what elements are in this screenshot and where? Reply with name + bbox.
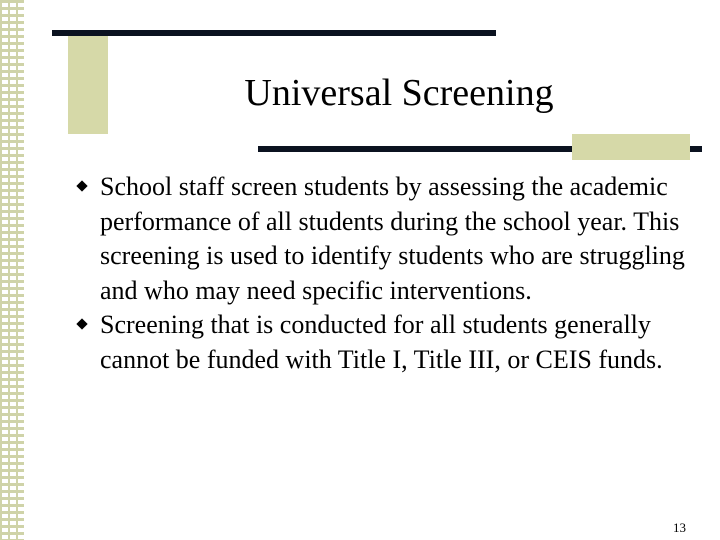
diamond-bullet-icon: [76, 318, 87, 329]
bullet-text: Screening that is conducted for all students generally cannot be funded with Title I, Title III, or CEIS funds.: [100, 310, 663, 374]
page-number: 13: [673, 520, 686, 535]
diamond-bullet-icon: [76, 180, 87, 191]
bullet-item: [76, 308, 686, 377]
left-striped-band: [0, 0, 24, 540]
bullet-item: [76, 170, 686, 308]
bullet-text: School staff screen students by assessing the academic performance of all students during the school year. This screening is used to identify students who are struggling and who may need specific interventions.: [100, 172, 685, 305]
title-right-accent: [572, 134, 690, 160]
title-top-rule: [52, 30, 496, 36]
slide-title: Universal Screening: [244, 72, 554, 114]
bullet-list: [76, 170, 686, 377]
title-accent-block: [68, 34, 108, 134]
